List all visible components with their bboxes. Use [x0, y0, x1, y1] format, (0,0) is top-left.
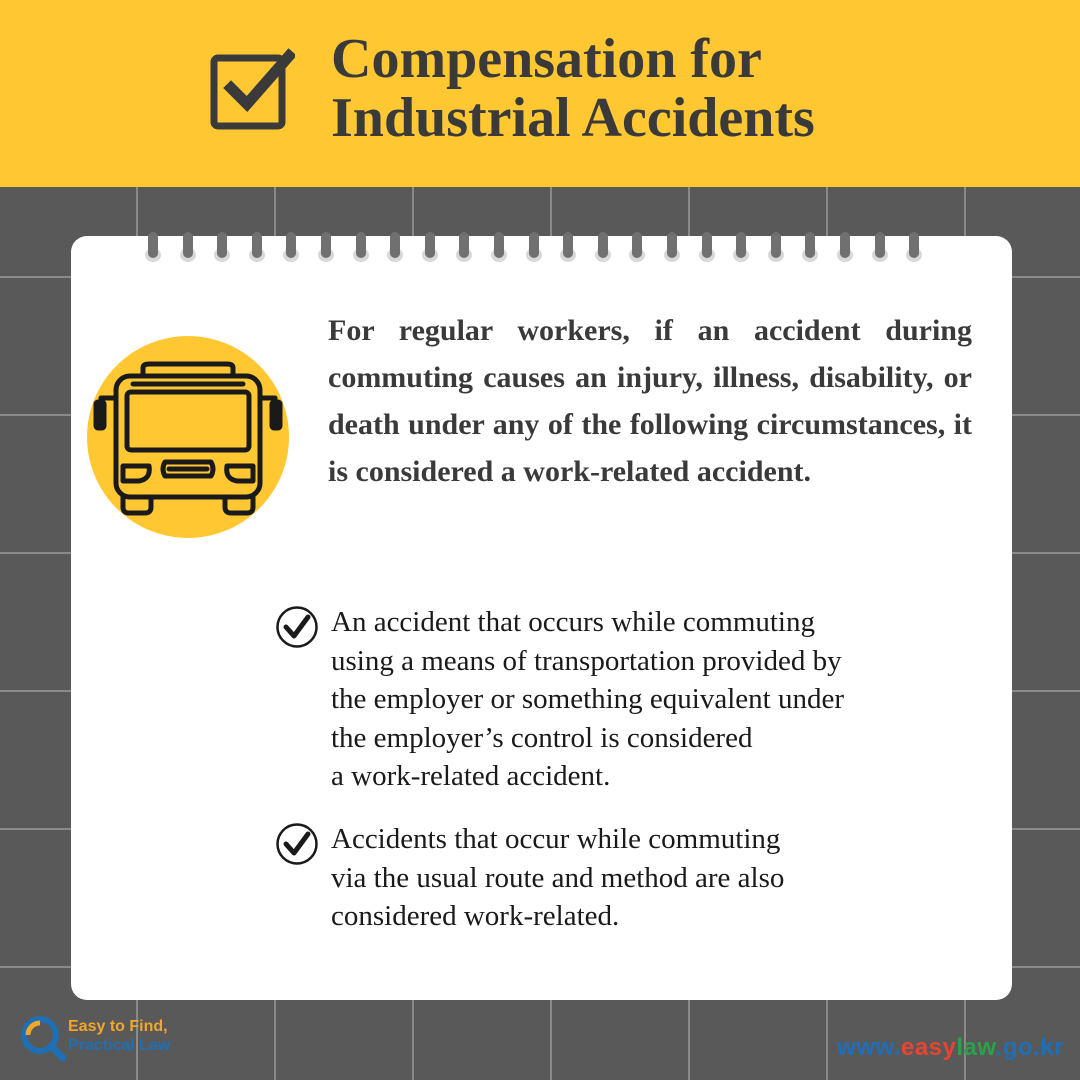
site-url-law: law — [956, 1034, 996, 1061]
binding-ring — [356, 232, 366, 258]
binding-ring — [425, 232, 435, 258]
binding-ring — [667, 232, 677, 258]
binding-ring — [390, 232, 400, 258]
binding-ring — [563, 232, 573, 258]
binding-ring — [598, 232, 608, 258]
check-circle-icon — [275, 605, 319, 649]
page-title: Compensation for Industrial Accidents — [331, 28, 815, 149]
intro-paragraph: For regular workers, if an accident during commuting causes an injury, illness, disability, or death under any of the following circumstances, it is considered a work-related accident. — [328, 314, 972, 488]
binding-ring — [909, 232, 919, 258]
binding-ring — [736, 232, 746, 258]
binding-ring — [875, 232, 885, 258]
binding-ring — [286, 232, 296, 258]
binding-ring — [529, 232, 539, 258]
logo-line-1: Easy to Find, — [68, 1018, 168, 1035]
binding-ring — [321, 232, 331, 258]
logo-tagline — [68, 1017, 170, 1055]
check-circle-icon — [275, 822, 319, 866]
binding-ring — [771, 232, 781, 258]
site-url[interactable] — [837, 1034, 1064, 1062]
binding-ring — [252, 232, 262, 258]
magnifier-logo-icon — [18, 1013, 66, 1061]
bullet-text: Accidents that occur while commuting via the usual route and method are also considered work-related. — [331, 823, 785, 932]
bullet-text: An accident that occurs while commuting using a means of transportation provided by the employer or something equivalent under the employer’s control is considered a work-related accident. — [331, 606, 844, 792]
bus-icon — [87, 336, 289, 538]
binding-ring — [183, 232, 193, 258]
binding-ring — [805, 232, 815, 258]
binding-ring — [702, 232, 712, 258]
binding-ring — [632, 232, 642, 258]
logo-line-2: Practical Law — [68, 1037, 171, 1054]
site-url-easy: easy — [900, 1034, 957, 1061]
checkbox-checked-icon — [209, 46, 295, 132]
site-url-domain: .go.kr — [995, 1034, 1064, 1061]
binding-ring — [217, 232, 227, 258]
binding-ring — [840, 232, 850, 258]
binding-ring — [459, 232, 469, 258]
binding-ring — [148, 232, 158, 258]
title-banner — [0, 0, 1080, 187]
site-url-prefix: www. — [837, 1034, 901, 1061]
binding-ring — [494, 232, 504, 258]
